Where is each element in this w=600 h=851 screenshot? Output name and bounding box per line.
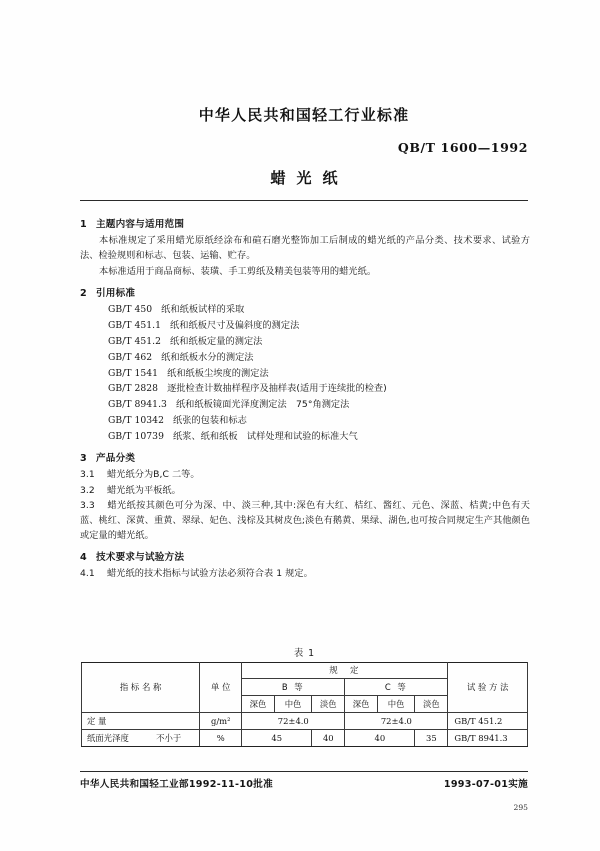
header-test-method: 试 验 方 法 <box>448 663 528 713</box>
table-header-row-1 <box>82 663 528 679</box>
clause-3-3 <box>80 499 530 544</box>
reference-title: 纸和纸板尺寸及偏斜度的测定法 <box>170 319 300 331</box>
reference-code: GB/T 451.2 <box>108 335 162 347</box>
section-title-3: 产品分类 <box>96 453 136 465</box>
clause-3-1 <box>80 468 530 483</box>
row-name-basis-weight: 定 量 <box>82 713 200 730</box>
page-number: 295 <box>513 803 528 812</box>
reference-code: GB/T 1541 <box>108 367 159 379</box>
approval-statement: 中华人民共和国轻工业部1992-11-10批准 <box>80 779 273 790</box>
row-c-value-basis-weight: 72±4.0 <box>345 713 448 730</box>
header-grade-b: B 等 <box>242 679 345 696</box>
row-b-value-gloss-1: 45 <box>242 730 312 747</box>
footer-divider <box>80 771 528 772</box>
reference-item <box>80 382 530 397</box>
header-specification: 规 定 <box>242 663 448 679</box>
row-method-basis-weight: GB/T 451.2 <box>448 713 528 730</box>
section-number-3: 3 <box>80 453 87 465</box>
row-name-gloss <box>82 730 200 747</box>
table-row <box>82 730 528 747</box>
header-indicator-name: 指 标 名 称 <box>82 663 200 713</box>
reference-item <box>80 335 530 350</box>
clause-4-1 <box>80 567 530 582</box>
header-shade-b-light: 淡色 <box>312 696 345 713</box>
reference-item <box>80 430 530 445</box>
section-number-2: 2 <box>80 288 87 300</box>
spec-table-container <box>81 645 528 747</box>
reference-item <box>80 367 530 382</box>
reference-title: 逐批检查计数抽样程序及抽样表(适用于连续批的检查) <box>167 383 387 395</box>
row-b-value-basis-weight: 72±4.0 <box>242 713 345 730</box>
table-row <box>82 713 528 730</box>
document-title: 蜡光纸 <box>270 169 349 187</box>
header-shade-c-light: 淡色 <box>415 696 448 713</box>
header-shade-c-dark: 深色 <box>345 696 378 713</box>
reference-code: GB/T 451.1 <box>108 319 162 331</box>
reference-code: GB/T 450 <box>108 303 153 315</box>
section-number-1: 1 <box>80 219 87 230</box>
header-shade-b-medium: 中色 <box>274 696 311 713</box>
section-title-4: 技术要求与试验方法 <box>96 552 185 564</box>
row-c-value-gloss-2: 35 <box>415 730 448 747</box>
section-title-2: 引用标准 <box>96 288 136 300</box>
clause-3-2 <box>80 484 530 499</box>
reference-item <box>80 414 530 429</box>
section-heading-3 <box>80 454 530 464</box>
section-1-paragraph-1: 本标准规定了采用蜡光原纸经涂布和碹石磨光整饰加工后制成的蜡光纸的产品分类、技术要求、试验方法、检验规则和标志、包装、运输、贮存。 <box>80 234 530 261</box>
reference-title: 纸和纸板尘埃度的测定法 <box>167 367 269 379</box>
implementation-date: 1993-07-01实施 <box>443 779 528 790</box>
document-body <box>80 211 530 583</box>
row-unit-gloss: % <box>200 730 242 747</box>
clause-text: 蜡光纸为平板纸。 <box>107 484 181 496</box>
reference-code: GB/T 10342 <box>108 415 164 427</box>
clause-label: 3.3 <box>80 500 95 512</box>
header-shade-b-dark: 深色 <box>242 696 275 713</box>
header-unit: 单 位 <box>200 663 242 713</box>
header-shade-c-medium: 中色 <box>377 696 414 713</box>
section-heading-2 <box>80 289 530 299</box>
row-name-gloss-qualifier: 不小于 <box>156 732 182 743</box>
reference-title: 纸张的包装和标志 <box>172 415 247 427</box>
reference-title: 纸和纸板试样的采取 <box>161 303 245 315</box>
reference-title: 纸和纸板镜面光泽度测定法 75°角测定法 <box>175 399 350 411</box>
page-footer <box>80 776 528 790</box>
row-method-gloss: GB/T 8941.3 <box>448 730 528 747</box>
reference-code: GB/T 462 <box>108 351 153 363</box>
header-divider <box>80 200 528 201</box>
header-grade-c: C 等 <box>345 679 448 696</box>
specification-table <box>81 662 528 747</box>
row-b-value-gloss-2: 40 <box>312 730 345 747</box>
reference-title: 纸和纸板定量的测定法 <box>170 335 263 347</box>
row-name-gloss-label: 纸面光泽度 <box>87 732 129 743</box>
clause-text: 蜡光纸的技术指标与试验方法必须符合表 1 规定。 <box>107 567 313 579</box>
clause-label: 3.1 <box>80 468 95 480</box>
clause-text: 蜡光纸分为B,C 二等。 <box>107 468 200 480</box>
row-unit-basis-weight: g/m² <box>200 713 242 730</box>
clause-label: 3.2 <box>80 484 95 496</box>
reference-item <box>80 319 530 334</box>
reference-item <box>80 351 530 366</box>
reference-item <box>80 398 530 413</box>
row-c-value-gloss-1: 40 <box>345 730 415 747</box>
reference-code: GB/T 10739 <box>108 431 164 443</box>
clause-label: 4.1 <box>80 567 95 579</box>
masthead <box>80 104 528 188</box>
reference-title: 纸浆、纸和纸板 试样处理和试验的标准大气 <box>172 431 358 443</box>
table-caption: 表 1 <box>293 648 316 659</box>
reference-code: GB/T 2828 <box>108 383 159 395</box>
section-number-4: 4 <box>80 552 87 564</box>
section-1-paragraph-2: 本标准适用于商品商标、装璜、手工剪纸及精美包装等用的蜡光纸。 <box>99 266 377 278</box>
clause-text: 蜡光纸按其颜色可分为深、中、淡三种,其中:深色有大红、桔红、酱红、元色、深蓝、桔黄;中色有天蓝、桃红、深黄、重黄、翠绿、妃色、浅棕及其树皮色;淡色有鹅黄、果绿、湖色,也可按合同规定生产其他颜色或定量的蜡光纸。 <box>80 500 530 542</box>
reference-code: GB/T 8941.3 <box>108 399 167 411</box>
section-title-1: 主题内容与适用范围 <box>96 219 185 230</box>
section-heading-1 <box>80 220 530 230</box>
standard-organization: 中华人民共和国轻工行业标准 <box>198 106 410 124</box>
reference-title: 纸和纸板水分的测定法 <box>161 351 254 363</box>
reference-item <box>80 303 530 318</box>
section-heading-4 <box>80 553 530 563</box>
standard-code: QB/T 1600—1992 <box>397 140 528 155</box>
